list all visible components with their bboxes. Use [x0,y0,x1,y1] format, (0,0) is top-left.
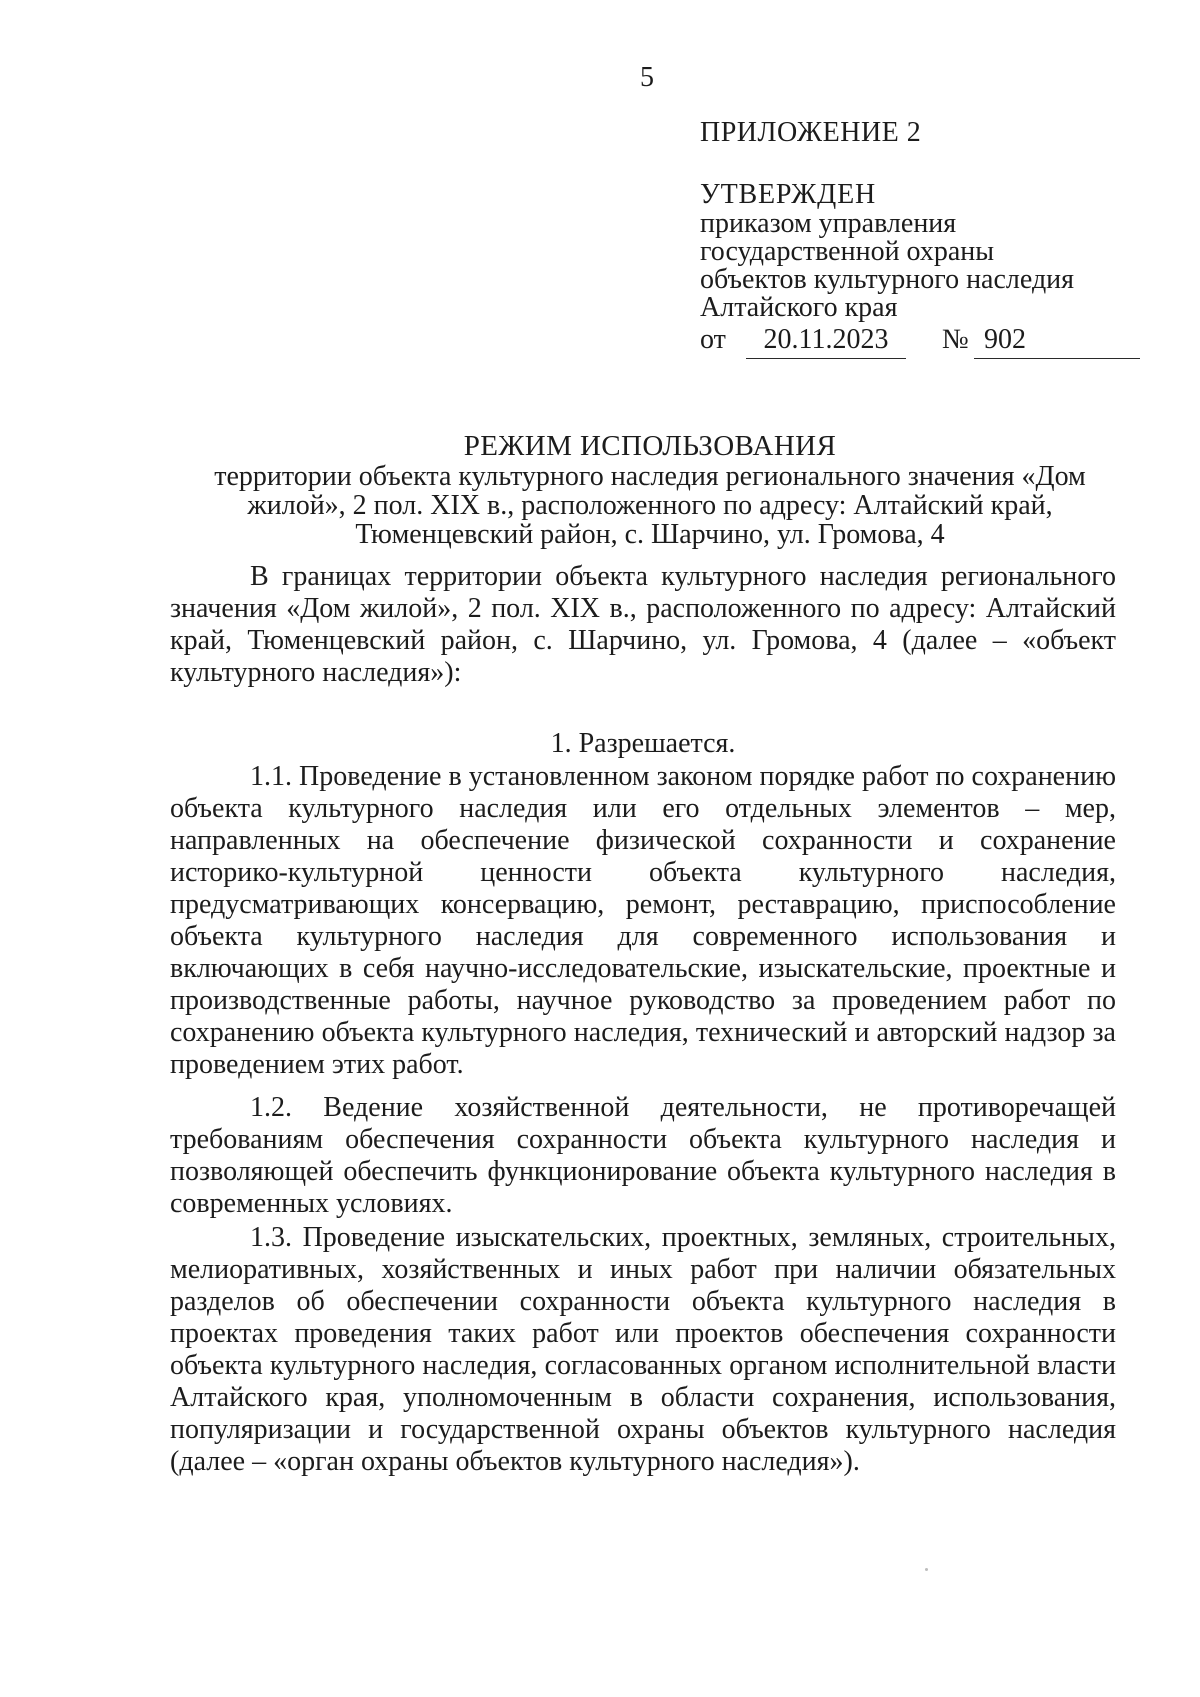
intro-paragraph: В границах территории объекта культурного наследия регионального значения «Дом жилой», 2 пол. XIX в., расположенного по адресу: Алтайский край, Тюменцевский район, с. Шарчино, ул. Громова, 4 (далее – «объект культурного наследия»): [170,561,1116,688]
order-from-label: от [700,324,726,355]
approved-line: приказом управления [700,208,957,239]
paragraph-1-1: 1.1. Проведение в установленном законом порядке работ по сохранению объекта культурного наследия или его отдельных элементов – мер, направленных на обеспечение физической сохранности и сохранение историко-культурной ценности объекта культурного наследия, предусматривающих консервацию, ремонт, реставрацию, приспособление объекта культурного наследия для современного использования и включающих в себя научно-исследовательские, изыскательские, проектные и производственные работы, научное руководство за проведением работ по сохранению объекта культурного наследия, технический и авторский надзор за проведением этих работ. [170,761,1116,1080]
section-heading: 1. Разрешается. [550,728,736,759]
page-number: 5 [640,62,654,93]
approved-title: УТВЕРЖДЕН [700,179,877,210]
order-number-sign: № [942,324,969,355]
scan-speck [925,1568,928,1571]
appendix-block [700,116,1140,362]
approved-line: Алтайского края [700,292,898,323]
paragraph-1-2: 1.2. Ведение хозяйственной деятельности, не противоречащей требованиям обеспечения сохранности объекта культурного наследия и позволяющей обеспечить функционирование объекта культурного наследия в современных условиях. [170,1092,1116,1219]
document-subtitle: территории объекта культурного наследия регионального значения «Дом жилой», 2 пол. XIX в., расположенного по адресу: Алтайский край, Тюменцевский район, с. Шарчино, ул. Громова, 4 [214,461,1086,550]
approved-line: государственной охраны [700,236,995,267]
appendix-title: ПРИЛОЖЕНИЕ 2 [700,117,922,148]
paragraph-1-3: 1.3. Проведение изыскательских, проектных, земляных, строительных, мелиоративных, хозяйственных и иных работ при наличии обязательных разделов об обеспечении сохранности объекта культурного наследия в проектах проведения таких работ или проектов обеспечения сохранности объекта культурного наследия, согласованных органом исполнительной власти Алтайского края, уполномоченным в области сохранения, использования, популяризации и государственной охраны объектов культурного наследия (далее – «орган охраны объектов культурного наследия»). [170,1222,1116,1477]
order-number: 902 [974,322,1140,359]
approved-line: объектов культурного наследия [700,264,1075,295]
order-line [700,322,1140,362]
order-date: 20.11.2023 [746,322,906,359]
document-title: РЕЖИМ ИСПОЛЬЗОВАНИЯ [463,430,837,462]
